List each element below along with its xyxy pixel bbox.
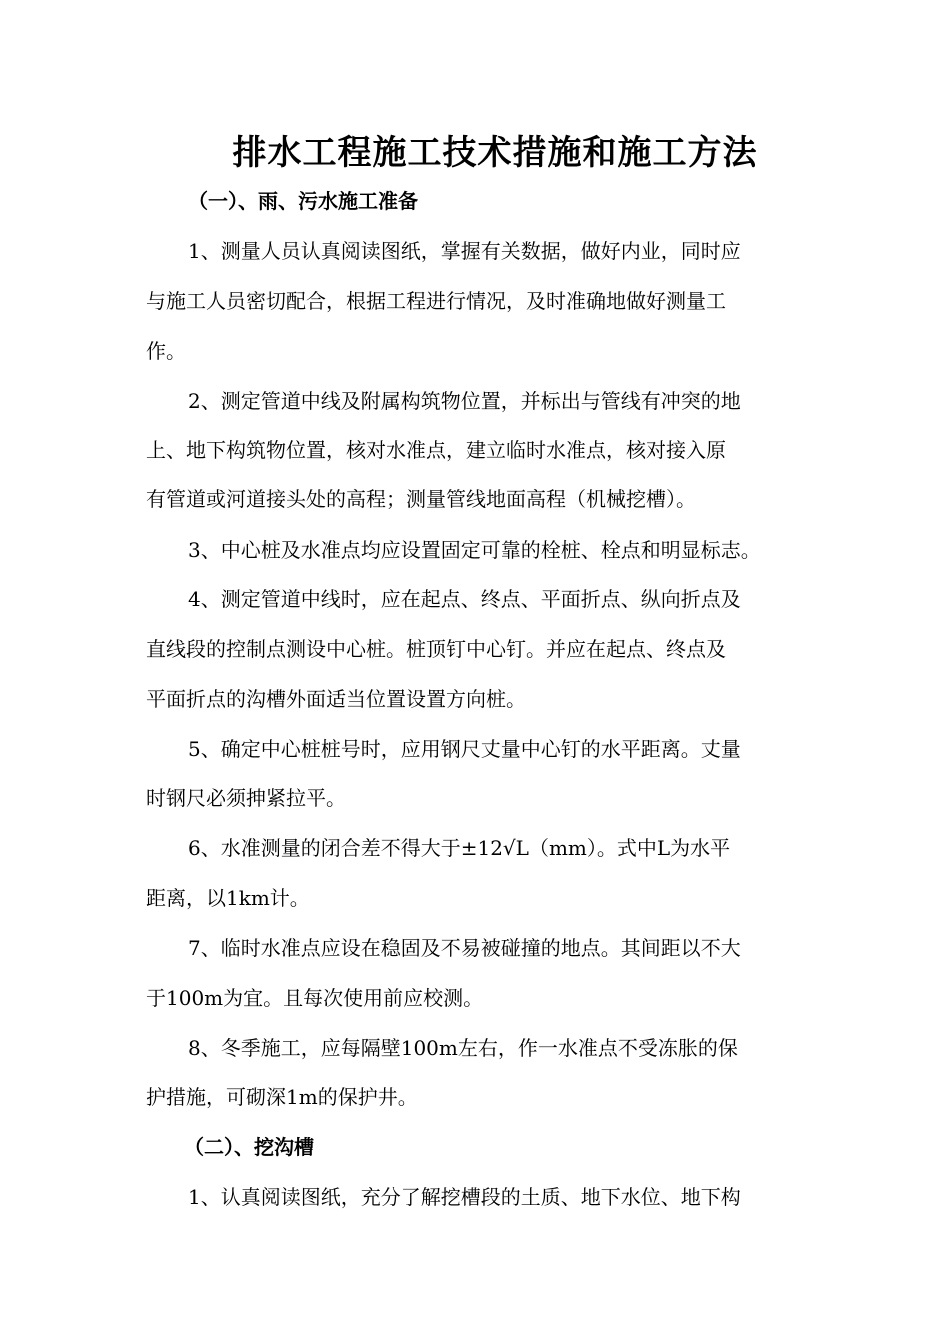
paragraph-line: 距离，以1km计。 bbox=[146, 886, 310, 910]
paragraph-line: 护措施，可砌深1m的保护井。 bbox=[146, 1085, 418, 1109]
paragraph-line: 上、地下构筑物位置，核对水准点，建立临时水准点，核对接入原 bbox=[146, 438, 726, 462]
paragraph-line: 直线段的控制点测设中心桩。桩顶钉中心钉。并应在起点、终点及 bbox=[146, 637, 726, 661]
paragraph-line: 时钢尺必须抻紧拉平。 bbox=[146, 786, 346, 810]
paragraph-line: 5、确定中心桩桩号时，应用钢尺丈量中心钉的水平距离。丈量 bbox=[188, 737, 741, 761]
paragraph-line: 于100m为宜。且每次使用前应校测。 bbox=[146, 986, 484, 1010]
paragraph-line: 有管道或河道接头处的高程；测量管线地面高程（机械挖槽）。 bbox=[146, 487, 696, 511]
paragraph-line: 8、冬季施工，应每隔壁100m左右，作一水准点不受冻胀的保 bbox=[188, 1036, 738, 1060]
paragraph-line: 1、测量人员认真阅读图纸，掌握有关数据，做好内业，同时应 bbox=[188, 239, 741, 263]
paragraph-line: 3、中心桩及水准点均应设置固定可靠的栓桩、栓点和明显标志。 bbox=[188, 538, 761, 562]
paragraph-line: 2、测定管道中线及附属构筑物位置，并标出与管线有冲突的地 bbox=[188, 389, 741, 413]
document-title: 排水工程施工技术措施和施工方法 bbox=[232, 133, 758, 173]
paragraph-line: 作。 bbox=[146, 339, 186, 363]
paragraph-line: 与施工人员密切配合，根据工程进行情况，及时准确地做好测量工 bbox=[146, 289, 726, 313]
paragraph-line: 6、水准测量的闭合差不得大于±12√L（mm）。式中L为水平 bbox=[188, 836, 731, 860]
paragraph-line: 1、认真阅读图纸，充分了解挖槽段的土质、地下水位、地下构 bbox=[188, 1185, 741, 1209]
section-heading-1: （一）、雨、污水施工准备 bbox=[188, 189, 418, 213]
paragraph-line: 平面折点的沟槽外面适当位置设置方向桩。 bbox=[146, 687, 526, 711]
paragraph-line: 4、测定管道中线时，应在起点、终点、平面折点、纵向折点及 bbox=[188, 587, 741, 611]
section-heading-2: （二）、挖沟槽 bbox=[184, 1135, 314, 1159]
paragraph-line: 7、临时水准点应设在稳固及不易被碰撞的地点。其间距以不大 bbox=[188, 936, 741, 960]
